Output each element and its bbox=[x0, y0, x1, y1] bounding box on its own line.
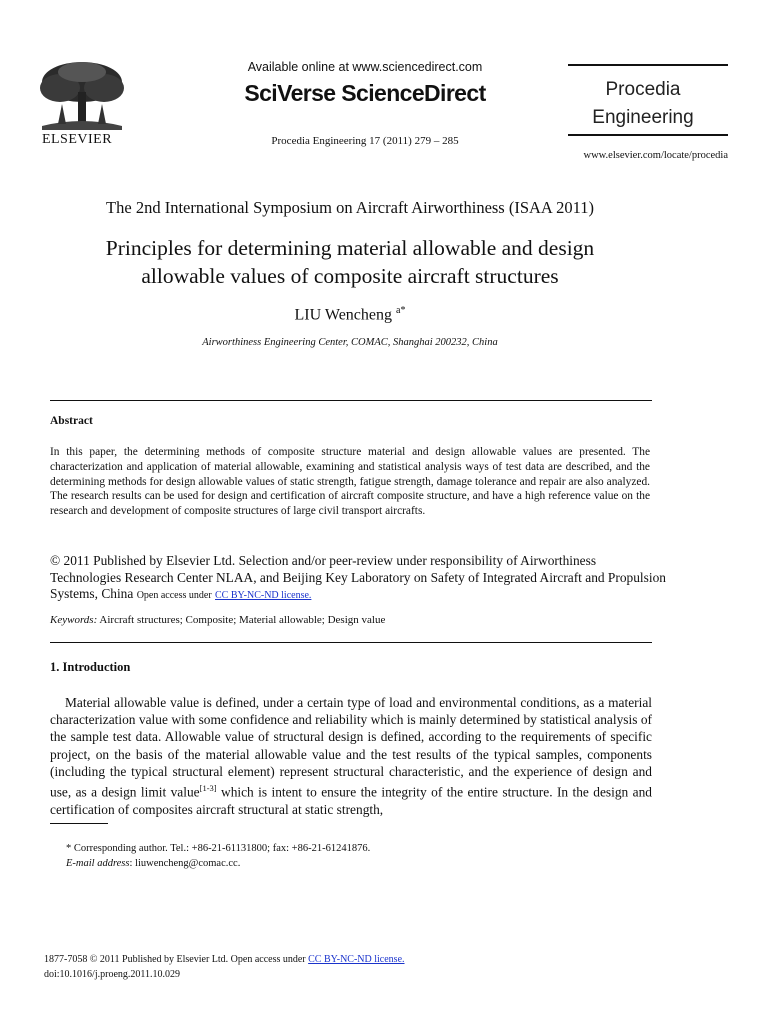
email-address: : liuwencheng@comac.cc. bbox=[129, 858, 241, 869]
journal-box-bottom-rule bbox=[568, 134, 728, 136]
footer-doi: doi:10.1016/j.proeng.2011.10.029 bbox=[44, 969, 181, 980]
journal-citation: Procedia Engineering 17 (2011) 279 – 285 bbox=[271, 135, 459, 147]
abstract-heading: Abstract bbox=[50, 415, 93, 427]
journal-name-line1: Procedia bbox=[605, 79, 681, 100]
symposium-name: The 2nd International Symposium on Aircraft Airworthiness (ISAA 2011) bbox=[106, 198, 594, 217]
article-title-line2: allowable values of composite aircraft structures bbox=[141, 264, 559, 288]
article-title-line1: Principles for determining material allowable and design bbox=[105, 236, 595, 260]
introduction-heading: 1. Introduction bbox=[50, 660, 131, 674]
sciverse-sciencedirect-brand: SciVerse ScienceDirect bbox=[244, 80, 486, 106]
journal-name bbox=[568, 76, 718, 132]
introduction-text-part2: which is intent to ensure the integrity of the entire structure. In the design and certification of composites aircraft structural at static strength, bbox=[50, 784, 652, 817]
author-name: LIU Wencheng bbox=[294, 306, 393, 324]
email-label: E-mail address bbox=[66, 858, 130, 869]
author-line bbox=[40, 305, 660, 324]
publisher-name: ELSEVIER bbox=[41, 132, 113, 147]
author-affiliation: Airworthiness Engineering Center, COMAC, Shanghai 200232, China bbox=[202, 337, 498, 348]
footnote-rule bbox=[50, 823, 108, 824]
corresponding-author-footnote: * Corresponding author. Tel.: +86-21-61131800; fax: +86-21-61241876. bbox=[66, 843, 371, 854]
citation-reference[interactable]: [1-3] bbox=[199, 783, 217, 794]
copyright-statement bbox=[50, 553, 670, 605]
journal-url[interactable]: www.elsevier.com/locate/procedia bbox=[583, 150, 728, 161]
abstract-bottom-rule bbox=[50, 642, 652, 643]
abstract-top-rule bbox=[50, 400, 652, 401]
open-access-text: Open access under bbox=[136, 590, 212, 602]
footer-license-link[interactable]: CC BY-NC-ND license. bbox=[308, 954, 405, 965]
abstract-text: In this paper, the determining methods of composite structure material and design allowable values are presented. The characterization and application of material allowable, examining and statistical analysis ways of test data are described, and the determining methods for design allowable values of static strength, fatigue strength, damage tolerance and repair are also analyzed. The research results can be used for design and certification of aircraft composite structure, and have a high reference value on the research and development of composite structures of large civil transport aircrafts. bbox=[50, 446, 650, 518]
footer-copyright bbox=[44, 954, 405, 965]
introduction-text bbox=[50, 694, 652, 818]
copyright-text: © 2011 Published by Elsevier Ltd. Selection and/or peer-review under responsibility of Airworthiness Technologies Research Center NLAA, and Beijing Key Laboratory on Safety of Integrated Aircraft and Propulsion Systems, China bbox=[50, 553, 666, 602]
article-title bbox=[50, 234, 650, 290]
journal-name-line2: Engineering bbox=[592, 107, 694, 128]
email-footnote bbox=[66, 858, 240, 869]
journal-box-top-rule bbox=[568, 64, 728, 66]
keywords-text: Aircraft structures; Composite; Material allowable; Design value bbox=[99, 614, 386, 626]
keywords-line bbox=[50, 614, 650, 626]
introduction-text-part1: Material allowable value is defined, under a certain type of load and environmental conditions, as a material characterization value with some confidence and reliability which is mainly determined by statistical analysis of the sample test data. Allowable value of structural design is defined, according to the requirements of specific project, on the basis of the material allowable value and the test results of the typical samples, components (including the typical structural element) represent structural characteristic, and the experience of design and use, as a design limit value bbox=[50, 695, 652, 800]
author-affiliation-mark: a* bbox=[396, 305, 406, 316]
available-online-text: Available online at www.sciencedirect.com bbox=[247, 60, 483, 74]
keywords-label: Keywords: bbox=[50, 614, 98, 626]
footer-open-access: Open access under bbox=[230, 954, 306, 965]
license-link[interactable]: CC BY-NC-ND license. bbox=[215, 590, 312, 602]
footer-issn-copyright: 1877-7058 © 2011 Published by Elsevier Ltd. bbox=[44, 954, 229, 965]
